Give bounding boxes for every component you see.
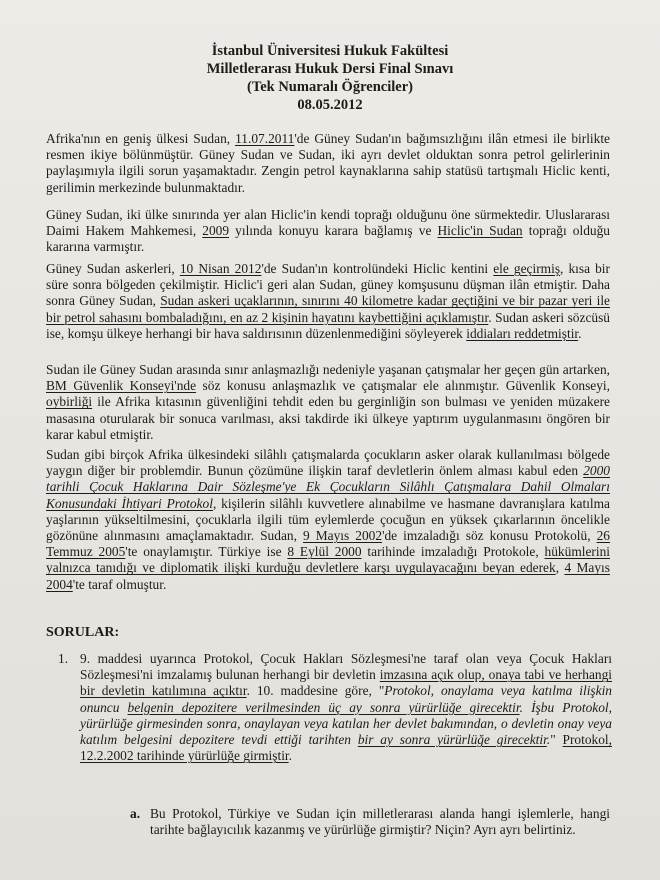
text-span: ile Afrika kıtasının güvenliğini tehdit eden bu gerginliğin son bulması ve yeniden müzakere masasına oturularak bir sonuca varılması, aksi takdirde iki ülkeye yaptırım uygulanmasını öngören bir karar kabul etmiştir.: [46, 394, 610, 442]
text-span: Afrika'nın en geniş ülkesi Sudan,: [46, 131, 236, 146]
text-span: 'te onaylamıştır. Türkiye ise: [125, 544, 288, 560]
text-span: 'de Güney Sudan'ın bağımsızlığını ilân etmesi ile birlikte resmen ikiye bölünmüştür. Güney Sudan ve Sudan, iki ayrı devlet olduktan sonra petrol gelirlerinin paylaşımıyla ilgili sorun yaşamaktadır. Zengin petrol kaynaklarına sahip statüsü tartışmalı Hiclic kenti, gerilimin merkezinde bulunmaktadır.: [46, 131, 610, 195]
exam-header: [0, 42, 660, 114]
text-span: toprağı olduğu kararına varmıştır.: [46, 223, 610, 255]
paragraph-1: [46, 131, 610, 196]
underlined-span: 4 Mayıs 2004: [46, 560, 610, 592]
underlined-span: Hiclic'in Sudan: [437, 223, 523, 239]
underlined-italic-span: bir ay sonra yürürlüğe girecektir: [357, 732, 547, 748]
underlined-span: hükümlerini yalnızca tanıdığı ve diplomatik ilişki kurduğu devletlere karşı uygulayacağını beyan ederek: [46, 544, 610, 576]
italic-span: .: [546, 732, 551, 748]
question-1-text: [80, 651, 612, 764]
underlined-span: BM Güvenlik Konseyi'nde: [46, 378, 197, 394]
italic-span: . İşbu Protokol, yürürlüğe girmesinden sonra, onaylayan veya katılan her devlet bakımından, o devletin onay veya katılım belgesini depozitere tevdi ettiği tarihten: [80, 699, 612, 748]
underlined-span: 11.07.2011: [235, 131, 295, 146]
italic-span: Protokol, onaylama veya katılma ilişkin onuncu: [80, 683, 612, 715]
text-span: yılında konuyu karara bağlamış ve: [229, 223, 438, 239]
text-span: .: [288, 748, 292, 764]
text-span: . 10. maddesine göre, ": [246, 683, 385, 699]
question-1a-letter: a.: [130, 806, 141, 821]
text-span: Sudan gibi birçok Afrika ülkesindeki silâhlı çatışmalarda çocukların asker olarak kullanılması bölgede yaygın diğer bir problemdir. Bunun çözümüne ilişkin taraf devletlerin önlem alması kabul eden: [46, 447, 610, 479]
exam-title: Milletlerarası Hukuk Dersi Final Sınavı: [206, 61, 454, 77]
underlined-span: 10 Nisan 2012: [179, 261, 262, 276]
text-span: . Sudan askeri sözcüsü ise, komşu ülkeye herhangi bir hava saldırısının düzenlenmediğini söyleyerek: [46, 309, 610, 341]
paragraph-4: [46, 362, 610, 443]
text-span: ,: [555, 560, 565, 576]
paragraph-2: [46, 207, 610, 256]
question-1a-text: Bu Protokol, Türkiye ve Sudan için milletlerarası alanda hangi işlemlerle, hangi tarihte bağlayıcılık kazanmış ve yürürlüğe girmiştir? Niçin? Ayrı ayrı belirtiniz.: [150, 806, 610, 838]
underlined-span: 2000 tarihli Çocuk Haklarına Dair Sözleşme'ye Ek Çocukların Silâhlı Çatışmalara Dahil Olmaları Konusundaki İhtiyari Protokol: [46, 463, 610, 511]
underlined-span: ele geçirmiş: [493, 261, 561, 276]
text-span: 'de imzaladığı söz konusu Protokolü,: [382, 528, 597, 544]
underlined-span: 2009: [202, 223, 230, 239]
exam-date: 08.05.2012: [297, 97, 363, 113]
text-span: 'de Sudan'ın kontrolündeki Hiclic kentini: [261, 261, 494, 276]
text-span: 'te taraf olmuştur.: [72, 576, 167, 592]
underlined-span: 9 Mayıs 2002: [303, 528, 383, 544]
paragraph-3: [46, 261, 610, 342]
question-1-number: 1.: [58, 651, 69, 666]
underlined-span: 8 Eylül 2000: [287, 544, 362, 560]
text-span: .: [578, 325, 582, 341]
underlined-span: iddiaları reddetmiştir: [466, 325, 579, 341]
paragraph-5: [46, 447, 610, 593]
questions-heading: SORULAR:: [46, 625, 120, 640]
text-span: söz konusu anlaşmazlık ve çatışmalar ele alınmıştır. Güvenlik Konseyi,: [196, 378, 610, 394]
text-span: tarihinde imzaladığı Protokole,: [361, 544, 545, 560]
student-group: (Tek Numaralı Öğrenciler): [247, 79, 413, 95]
faculty-title: İstanbul Üniversitesi Hukuk Fakültesi: [211, 43, 449, 59]
text-span: Sudan ile Güney Sudan arasında sınır anlaşmazlığı nedeniyle yaşanan çatışmalar her geçen gün artarken,: [46, 362, 610, 377]
underlined-span: 26 Temmuz 2005: [46, 528, 610, 560]
underlined-italic-span: belgenin depozitere verilmesinden üç ay sonra yürürlüğe girecektir: [127, 699, 520, 715]
text-span: 9. maddesi uyarınca Protokol, Çocuk Hakları Sözleşmesi'ne taraf olan veya Çocuk Hakları Sözleşmesi'ni imzalamış bulunan herhangi bir devletin: [80, 651, 612, 683]
text-span: Güney Sudan, iki ülke sınırında yer alan Hiclic'in kendi toprağı olduğunu öne sürmektedir. Uluslararası Daimi Hakem Mahkemesi,: [46, 207, 610, 239]
text-span: , kısa bir süre sonra bölgeden çekilmiştir. Hiclic'i geri alan Sudan, güney komşusunu düşman ilân etmiştir. Daha sonra Güney Sudan,: [46, 261, 610, 309]
underlined-span: Sudan askeri uçaklarının, sınırını 40 kilometre kadar geçtiğini ve bir pazar yeri ile bir petrol sahasını bombaladığını, en az 2 kişinin hayatını kaybettiğini açıklamıştır: [46, 293, 610, 325]
underlined-span: oybirliği: [46, 394, 93, 410]
underlined-span: imzasına açık olup, onaya tabi ve herhangi bir devletin katılımına açıktır: [80, 667, 612, 699]
text-span: Güney Sudan askerleri,: [46, 261, 180, 276]
underlined-span: Protokol, 12.2.2002 tarihinde yürürlüğe girmiştir: [80, 732, 612, 764]
text-span: ": [550, 732, 563, 748]
text-span: , kişilerin silâhlı kuvvetlere alınabilme ve hasmane davranışlara katılma yaşlarının yükseltilmesini, çocuklarla ilgili tüm eylemlerde çocuğun en yüksek çıkarlarının öncelikle gözönüne alınmasını amaçlamaktadır. Sudan,: [46, 495, 610, 544]
